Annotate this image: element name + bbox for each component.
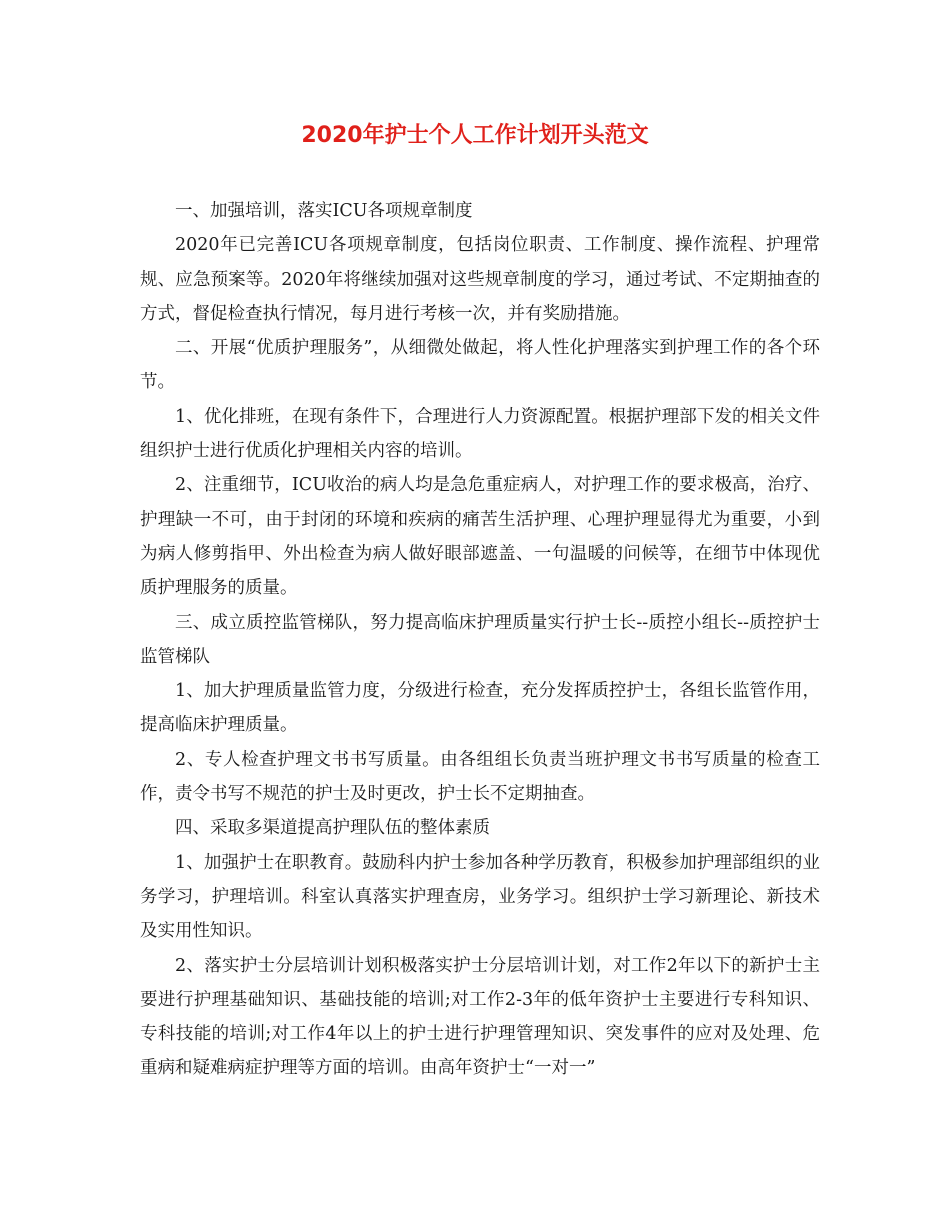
paragraph: 1、优化排班，在现有条件下，合理进行人力资源配置。根据护理部下发的相关文件组织护士进行优质化护理相关内容的培训。 (140, 406, 820, 462)
paragraph: 2、专人检查护理文书书写质量。由各组组长负责当班护理文书书写质量的检查工作，责令书写不规范的护士及时更改，护士长不定期抽查。 (140, 749, 820, 805)
paragraph: 1、加强护士在职教育。鼓励科内护士参加各种学历教育，积极参加护理部组织的业务学习，护理培训。科室认真落实护理查房，业务学习。组织护士学习新理论、新技术及实用性知识。 (140, 852, 820, 942)
section-heading-2: 二、开展“优质护理服务”，从细微处做起，将人性化护理落实到护理工作的各个环节。 (140, 338, 820, 393)
paragraph: 2、注重细节，ICU收治的病人均是急危重症病人，对护理工作的要求极高，治疗、护理缺一不可，由于封闭的环境和疾病的痛苦生活护理、心理护理显得尤为重要，小到为病人修剪指甲、外出检查为病人做好眼部遮盖、一句温暖的问候等，在细节中体现优质护理服务的质量。 (140, 475, 820, 599)
section-heading-3: 三、成立质控监管梯队，努力提高临床护理质量实行护士长--质控小组长--质控护士监管梯队 (140, 612, 820, 667)
document-title: 2020年护士个人工作计划开头范文 (301, 123, 649, 148)
paragraph: 1、加大护理质量监管力度，分级进行检查，充分发挥质控护士，各组长监管作用，提高临床护理质量。 (140, 681, 820, 736)
paragraph: 2020年已完善ICU各项规章制度，包括岗位职责、工作制度、操作流程、护理常规、应急预案等。2020年将继续加强对这些规章制度的学习，通过考试、不定期抽查的方式，督促检查执行情况，每月进行考核一次，并有奖励措施。 (140, 235, 820, 324)
document-body (140, 194, 820, 1086)
section-heading-4: 四、采取多渠道提高护理队伍的整体素质 (175, 818, 490, 839)
paragraph: 2、落实护士分层培训计划积极落实护士分层培训计划，对工作2年以下的新护士主要进行护理基础知识、基础技能的培训;对工作2-3年的低年资护士主要进行专科知识、专科技能的培训;对工作4年以上的护士进行护理管理知识、突发事件的应对及处理、危重病和疑难病症护理等方面的培训。由高年资护士“一对一” (140, 955, 820, 1079)
section-heading-1: 一、加强培训，落实ICU各项规章制度 (175, 201, 473, 221)
